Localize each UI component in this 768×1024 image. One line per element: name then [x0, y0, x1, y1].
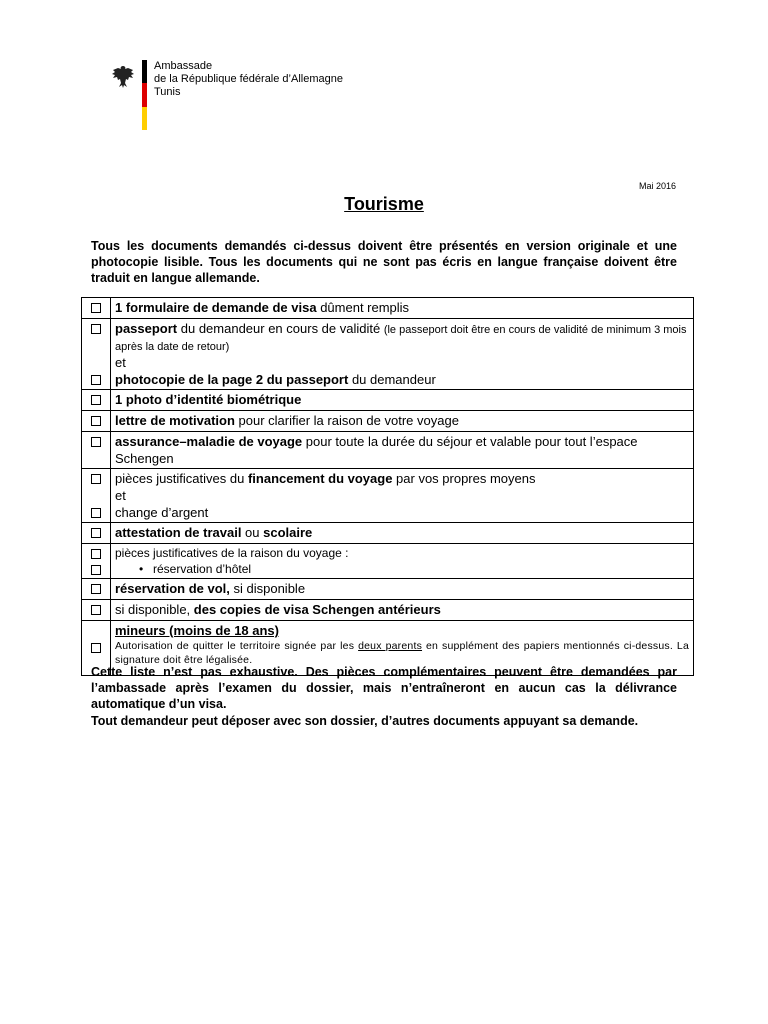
requirements-table — [81, 297, 694, 676]
table-row: 1 formulaire de demande de visa dûment remplis — [82, 298, 694, 319]
checkbox[interactable] — [91, 565, 101, 575]
intro-paragraph: Tous les documents demandés ci-dessus doivent être présentés en version originale et une photocopie lisible. Tous les documents qui ne sont pas écris en langue française doivent être traduit en langue allemande. — [91, 239, 677, 285]
table-row: mineurs (moins de 18 ans) Autorisation de quitter le territoire signée par les deux parents en supplément des papiers mentionnés ci-dessus. La signature doit être légalisée. — [82, 621, 694, 676]
table-row: lettre de motivation pour clarifier la raison de votre voyage — [82, 411, 694, 432]
checkbox[interactable] — [91, 324, 101, 334]
embassy-line-3: Tunis — [154, 86, 181, 98]
checkbox[interactable] — [91, 528, 101, 538]
checkbox[interactable] — [91, 437, 101, 447]
table-row: assurance–maladie de voyage pour toute la durée du séjour et valable pour tout l’espace Schengen — [82, 432, 694, 469]
checkbox[interactable] — [91, 643, 101, 653]
closing-text-1: Cette liste n’est pas exhaustive. Des pièces complémentaires peuvent être demandées par l’ambassade après l’examen du dossier, mais n’entraîneront en aucun cas la délivrance automatique d’un visa. — [91, 665, 677, 711]
table-row: passeport du demandeur en cours de validité (le passeport doit être en cours de validité de minimum 3 mois après la date de retour) et photocopie de la page 2 du passeport du demandeur — [82, 319, 694, 390]
checkbox[interactable] — [91, 416, 101, 426]
federal-eagle-icon — [110, 64, 136, 90]
embassy-line-1: Ambassade — [154, 60, 213, 72]
document-date: Mai 2016 — [638, 181, 676, 191]
embassy-line-2: de la République fédérale d’Allemagne — [154, 73, 343, 85]
table-row: pièces justificatives du financement du voyage par vos propres moyens et change d’argent — [82, 469, 694, 523]
german-flag-bar — [142, 60, 147, 130]
checkbox[interactable] — [91, 395, 101, 405]
table-row: 1 photo d’identité biométrique — [82, 390, 694, 411]
checkbox[interactable] — [91, 549, 101, 559]
checkbox[interactable] — [91, 508, 101, 518]
table-row: réservation de vol, si disponible — [82, 579, 694, 600]
letterhead — [110, 60, 370, 132]
table-row: pièces justificatives de la raison du voyage : • réservation d’hôtel — [82, 544, 694, 579]
closing-text-2: Tout demandeur peut déposer avec son dossier, d’autres documents appuyant sa demande. — [91, 714, 639, 728]
page-title: Tourisme — [344, 194, 424, 214]
table-row: attestation de travail ou scolaire — [82, 523, 694, 544]
checkbox[interactable] — [91, 605, 101, 615]
checkbox[interactable] — [91, 584, 101, 594]
checkbox[interactable] — [91, 303, 101, 313]
checkbox[interactable] — [91, 375, 101, 385]
checkbox[interactable] — [91, 474, 101, 484]
table-row: si disponible, des copies de visa Schengen antérieurs — [82, 600, 694, 621]
closing-paragraph — [91, 664, 677, 729]
embassy-name — [154, 60, 343, 99]
